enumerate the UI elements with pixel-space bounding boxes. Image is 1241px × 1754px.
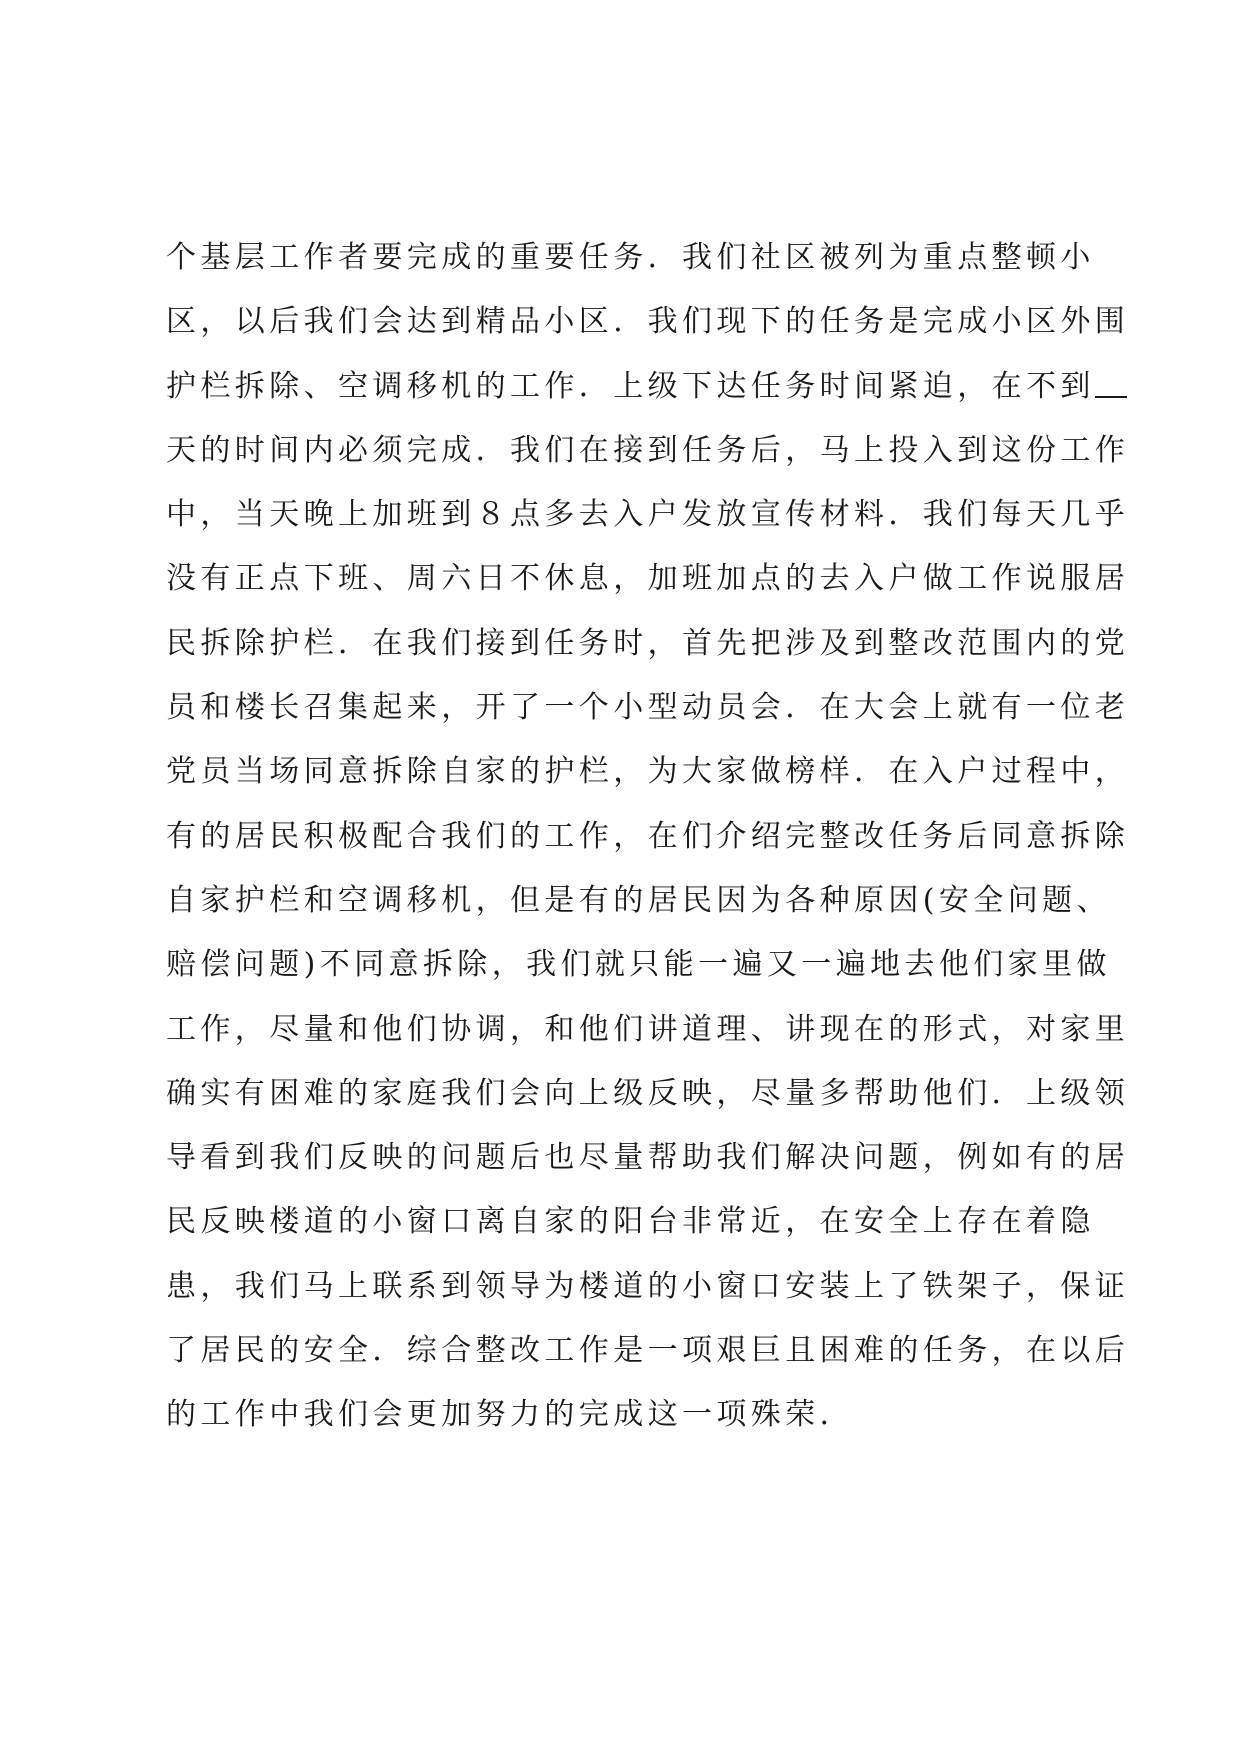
text-line: 确实有困难的家庭我们会向上级反映，尽量多帮助他们．上级领: [166, 1075, 1130, 1111]
text-line: 患，我们马上联系到领导为楼道的小窗口安装上了铁架子，保证: [166, 1268, 1130, 1304]
text-line: 天的时间内必须完成．我们在接到任务后，马上投入到这份工作: [166, 432, 1130, 468]
body-text: [166, 226, 1130, 1448]
text-line: 中，当天晚上加班到８点多去入户发放宣传材料．我们每天几乎: [166, 497, 1130, 533]
text-line: 了居民的安全．综合整改工作是一项艰巨且困难的任务，在以后: [166, 1333, 1130, 1369]
text-line: 个基层工作者要完成的重要任务．我们社区被列为重点整顿小: [166, 240, 1095, 275]
text-line: [166, 355, 1096, 419]
text-line: 民反映楼道的小窗口离自家的阳台非常近，在安全上存在着隐: [166, 1204, 1095, 1240]
fill-in-blank: [1095, 366, 1127, 398]
text-line: 党员当场同意拆除自家的护栏，为大家做榜样．在入户过程中，: [166, 754, 1130, 790]
text-line-content: 护栏拆除、空调移机的工作．上级下达任务时间紧迫，在不到: [166, 368, 1095, 404]
text-line: 导看到我们反映的问题后也尽量帮助我们解决问题，例如有的居: [166, 1140, 1130, 1176]
text-line: 有的居民积极配合我们的工作，在们介绍完整改任务后同意拆除: [166, 818, 1130, 854]
text-line: 没有正点下班、周六日不休息，加班加点的去入户做工作说服居: [166, 561, 1130, 597]
text-line: 赔偿问题)不同意拆除，我们就只能一遍又一遍地去他们家里做: [166, 947, 1111, 983]
text-line: 民拆除护栏．在我们接到任务时，首先把涉及到整改范围内的党: [166, 625, 1130, 661]
text-line: 工作，尽量和他们协调，和他们讲道理、讲现在的形式，对家里: [166, 1011, 1130, 1047]
text-line: 区，以后我们会达到精品小区．我们现下的任务是完成小区外围: [166, 304, 1130, 340]
text-line: 的工作中我们会更加努力的完成这一项殊荣．: [166, 1397, 854, 1433]
text-line: 员和楼长召集起来，开了一个小型动员会．在大会上就有一位老: [166, 690, 1130, 726]
text-line: 自家护栏和空调移机，但是有的居民因为各种原因(安全问题、: [166, 882, 1111, 918]
